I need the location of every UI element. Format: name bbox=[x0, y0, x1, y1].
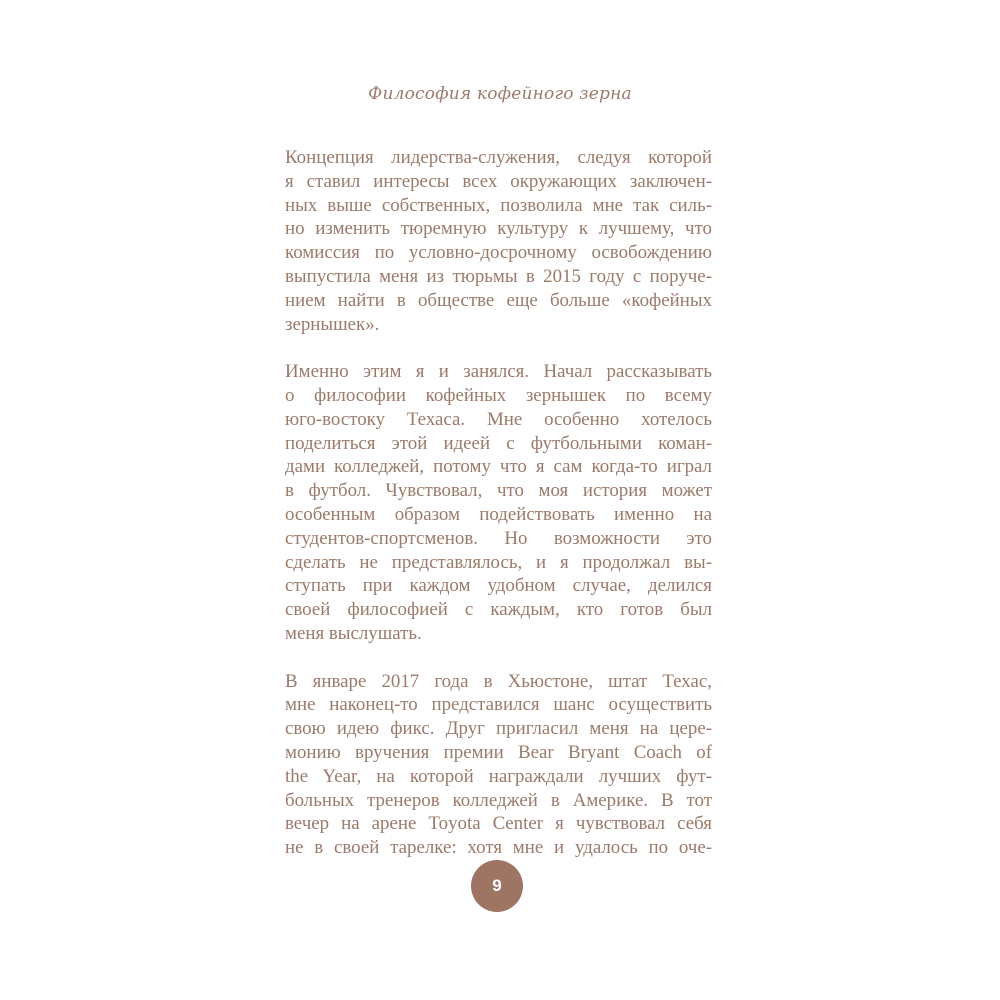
text-line: ных выше собственных, позволила мне так силь- bbox=[285, 194, 712, 216]
text-line: меня выслушать. bbox=[285, 622, 422, 644]
body-text bbox=[285, 146, 712, 860]
running-title: Философия кофейного зерна bbox=[368, 84, 632, 104]
text-line: о философии кофейных зернышек по всему bbox=[285, 384, 712, 406]
text-line: сделать не представлялось, и я продолжал вы- bbox=[285, 551, 712, 573]
paragraph-2 bbox=[285, 360, 712, 646]
text-line: выпустила меня из тюрьмы в 2015 году с поруче- bbox=[285, 265, 712, 287]
text-line: своей философией с каждым, кто готов был bbox=[285, 599, 712, 621]
page-number: 9 bbox=[492, 876, 502, 895]
paragraph-3 bbox=[285, 670, 712, 860]
text-line: зернышек». bbox=[285, 313, 380, 335]
page-number-badge bbox=[471, 860, 523, 912]
text-line: В январе 2017 года в Хьюстоне, штат Техас, bbox=[285, 670, 712, 692]
text-line: Концепция лидерства-служения, следуя которой bbox=[285, 147, 712, 168]
text-line: ступать при каждом удобном случае, делился bbox=[285, 575, 712, 597]
text-line: мне наконец-то представился шанс осуществить bbox=[285, 694, 712, 716]
text-line: дами колледжей, потому что я сам когда-то играл bbox=[285, 456, 712, 478]
text-line: комиссия по условно-досрочному освобождению bbox=[285, 242, 712, 264]
text-line: юго-востоку Техаса. Мне особенно хотелось bbox=[285, 408, 712, 430]
text-line: в футбол. Чувствовал, что моя история может bbox=[285, 480, 712, 502]
text-line: не в своей тарелке: хотя мне и удалось по оче- bbox=[285, 837, 712, 859]
text-line: особенным образом подействовать именно на bbox=[285, 503, 712, 525]
text-line: вечер на арене Toyota Center я чувствовал себя bbox=[285, 813, 712, 835]
text-line: монию вручения премии Bear Bryant Coach of bbox=[285, 741, 712, 763]
text-line: я ставил интересы всех окружающих заключен- bbox=[285, 170, 712, 192]
text-line: Именно этим я и занялся. Начал рассказывать bbox=[285, 361, 712, 383]
text-line: свою идею фикс. Друг пригласил меня на цере- bbox=[285, 718, 712, 740]
text-line: the Year, на которой награждали лучших фут- bbox=[285, 765, 712, 787]
text-line: нием найти в обществе еще больше «кофейных bbox=[285, 289, 712, 311]
text-line: студентов-спортсменов. Но возможности это bbox=[285, 527, 712, 549]
paragraph-1 bbox=[285, 146, 712, 336]
text-line: но изменить тюремную культуру к лучшему, что bbox=[285, 218, 712, 240]
text-line: поделиться этой идеей с футбольными коман- bbox=[285, 432, 712, 454]
text-line: больных тренеров колледжей в Америке. В тот bbox=[285, 789, 712, 811]
